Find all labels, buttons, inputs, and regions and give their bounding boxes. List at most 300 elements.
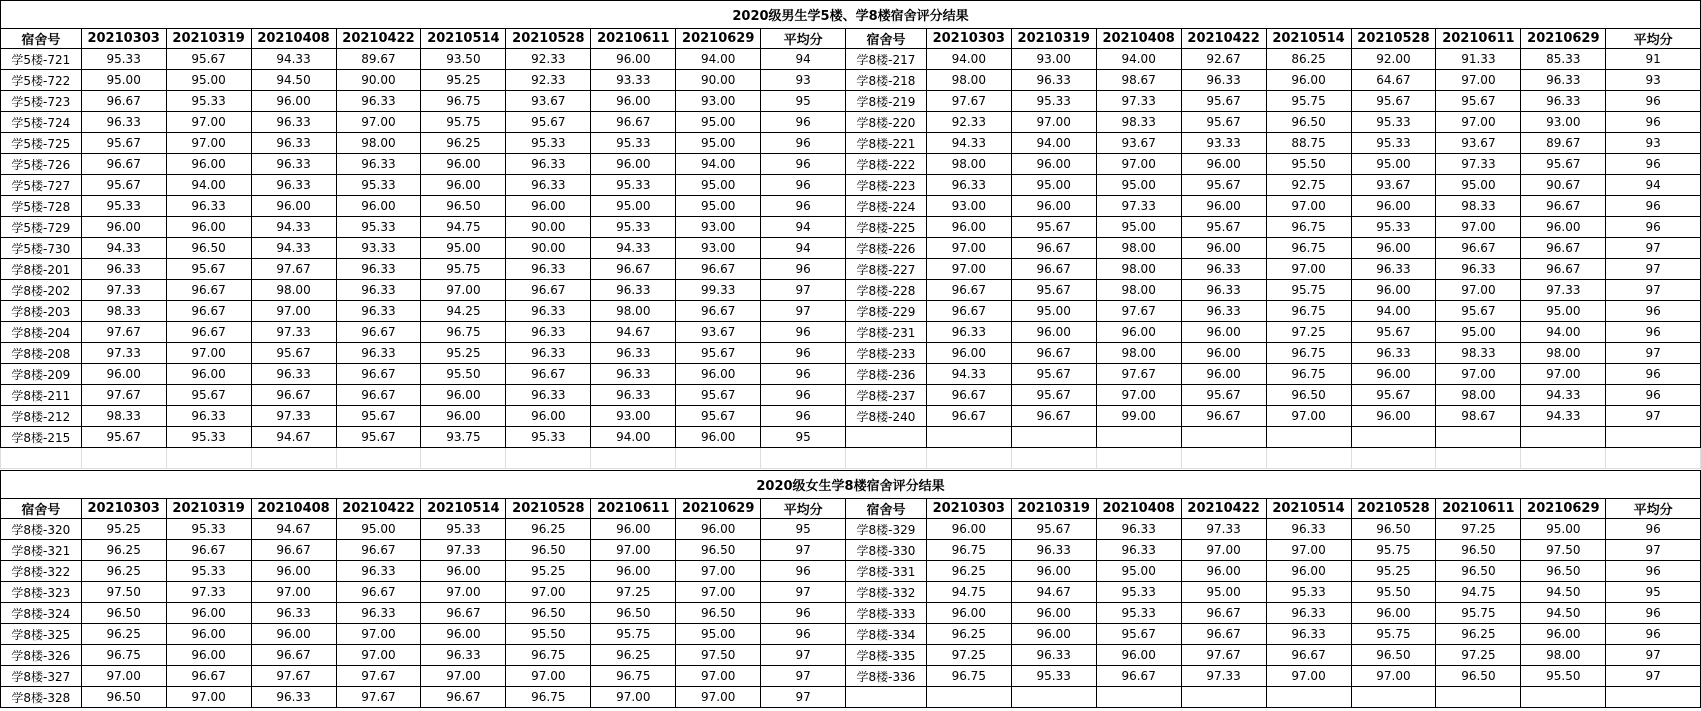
- score-cell[interactable]: 97.00: [336, 645, 421, 666]
- score-cell[interactable]: 97.25: [926, 645, 1011, 666]
- score-cell[interactable]: 95.67: [336, 427, 421, 448]
- score-cell[interactable]: 95.67: [506, 112, 591, 133]
- score-cell[interactable]: [1436, 687, 1521, 708]
- score-cell[interactable]: 96.67: [1011, 406, 1096, 427]
- score-cell[interactable]: 94.33: [251, 238, 336, 259]
- score-cell[interactable]: 97: [1606, 259, 1701, 280]
- score-cell[interactable]: 95.00: [166, 70, 251, 91]
- score-cell[interactable]: 96.50: [676, 540, 761, 561]
- empty-cell[interactable]: [676, 448, 761, 469]
- score-cell[interactable]: 95.00: [1351, 154, 1436, 175]
- score-cell[interactable]: 97: [1606, 645, 1701, 666]
- score-cell[interactable]: 95: [1606, 582, 1701, 603]
- score-cell[interactable]: 96: [1606, 91, 1701, 112]
- score-cell[interactable]: 96.00: [1351, 238, 1436, 259]
- score-cell[interactable]: 96: [1606, 154, 1701, 175]
- column-header[interactable]: 20210319: [1011, 499, 1096, 519]
- score-cell[interactable]: 95.50: [421, 364, 506, 385]
- column-header[interactable]: 20210629: [676, 499, 761, 519]
- score-cell[interactable]: 94.00: [1096, 49, 1181, 70]
- dorm-cell[interactable]: 学8楼-221: [846, 133, 927, 154]
- score-cell[interactable]: 96.67: [81, 91, 166, 112]
- score-cell[interactable]: 94.33: [1521, 385, 1606, 406]
- score-cell[interactable]: 94.33: [251, 217, 336, 238]
- score-cell[interactable]: 97.00: [1266, 259, 1351, 280]
- score-cell[interactable]: 96.67: [926, 406, 1011, 427]
- empty-cell[interactable]: [1351, 448, 1436, 469]
- score-cell[interactable]: 96.00: [251, 561, 336, 582]
- score-cell[interactable]: 94.00: [676, 154, 761, 175]
- score-cell[interactable]: 97.00: [506, 666, 591, 687]
- score-cell[interactable]: [1181, 687, 1266, 708]
- score-cell[interactable]: 97: [1606, 540, 1701, 561]
- score-cell[interactable]: 97.00: [421, 666, 506, 687]
- score-cell[interactable]: 95.00: [1521, 519, 1606, 540]
- score-cell[interactable]: 96.00: [1521, 624, 1606, 645]
- score-cell[interactable]: 97.67: [336, 687, 421, 708]
- score-cell[interactable]: 93: [1606, 133, 1701, 154]
- score-cell[interactable]: 97.33: [1096, 91, 1181, 112]
- score-cell[interactable]: 96.25: [81, 561, 166, 582]
- score-cell[interactable]: 96: [761, 385, 846, 406]
- score-cell[interactable]: 95.75: [1436, 603, 1521, 624]
- score-cell[interactable]: 96.50: [81, 603, 166, 624]
- score-cell[interactable]: 97.00: [166, 133, 251, 154]
- score-cell[interactable]: 94.50: [1521, 603, 1606, 624]
- score-cell[interactable]: 94.00: [1351, 301, 1436, 322]
- column-header[interactable]: 20210319: [166, 499, 251, 519]
- score-cell[interactable]: 96: [1606, 364, 1701, 385]
- score-cell[interactable]: 95.33: [1266, 582, 1351, 603]
- score-cell[interactable]: 95.50: [1521, 666, 1606, 687]
- score-cell[interactable]: 96.67: [166, 666, 251, 687]
- score-cell[interactable]: 97.00: [926, 238, 1011, 259]
- score-cell[interactable]: 95.67: [166, 49, 251, 70]
- dorm-cell[interactable]: 学8楼-336: [846, 666, 927, 687]
- score-cell[interactable]: 96: [761, 624, 846, 645]
- score-cell[interactable]: 96.50: [421, 196, 506, 217]
- score-cell[interactable]: 95.75: [1266, 280, 1351, 301]
- score-cell[interactable]: 97: [1606, 238, 1701, 259]
- score-cell[interactable]: 95.67: [166, 385, 251, 406]
- score-cell[interactable]: 95.00: [676, 112, 761, 133]
- score-cell[interactable]: 96.50: [1521, 561, 1606, 582]
- score-cell[interactable]: 95.67: [1011, 217, 1096, 238]
- score-cell[interactable]: 96.67: [926, 280, 1011, 301]
- score-cell[interactable]: 90.00: [336, 70, 421, 91]
- dorm-cell[interactable]: 学8楼-211: [1, 385, 82, 406]
- score-cell[interactable]: 96.67: [336, 364, 421, 385]
- column-header[interactable]: 20210514: [1266, 29, 1351, 49]
- score-cell[interactable]: 96.50: [1266, 385, 1351, 406]
- score-cell[interactable]: 95.25: [506, 561, 591, 582]
- score-cell[interactable]: 96.33: [506, 175, 591, 196]
- score-cell[interactable]: 94.25: [421, 301, 506, 322]
- score-cell[interactable]: 96.00: [676, 427, 761, 448]
- score-cell[interactable]: 96.67: [1181, 406, 1266, 427]
- score-cell[interactable]: 94.75: [926, 582, 1011, 603]
- column-header[interactable]: 20210629: [1521, 499, 1606, 519]
- column-header[interactable]: 宿舍号: [1, 29, 82, 49]
- score-cell[interactable]: 93.67: [506, 91, 591, 112]
- score-cell[interactable]: [1436, 427, 1521, 448]
- score-cell[interactable]: 96.67: [421, 603, 506, 624]
- score-cell[interactable]: 96.33: [81, 259, 166, 280]
- score-cell[interactable]: 96.50: [506, 603, 591, 624]
- score-cell[interactable]: 96.00: [166, 364, 251, 385]
- score-cell[interactable]: 97: [761, 301, 846, 322]
- score-cell[interactable]: 96: [1606, 112, 1701, 133]
- score-cell[interactable]: 95.67: [1181, 385, 1266, 406]
- score-cell[interactable]: 96: [761, 196, 846, 217]
- score-cell[interactable]: 95.67: [1351, 322, 1436, 343]
- score-cell[interactable]: 96.33: [336, 561, 421, 582]
- score-cell[interactable]: 97.00: [1266, 406, 1351, 427]
- score-cell[interactable]: 95.00: [676, 624, 761, 645]
- score-cell[interactable]: 97.00: [421, 280, 506, 301]
- dorm-cell[interactable]: 学5楼-725: [1, 133, 82, 154]
- score-cell[interactable]: 97.33: [81, 343, 166, 364]
- score-cell[interactable]: 97.33: [81, 280, 166, 301]
- score-cell[interactable]: 97.00: [1436, 280, 1521, 301]
- score-cell[interactable]: 97.00: [1096, 154, 1181, 175]
- score-cell[interactable]: 93.33: [591, 70, 676, 91]
- empty-cell[interactable]: [1436, 448, 1521, 469]
- column-header[interactable]: 20210319: [1011, 29, 1096, 49]
- score-cell[interactable]: 97: [1606, 343, 1701, 364]
- score-cell[interactable]: 97: [761, 687, 846, 708]
- score-cell[interactable]: 96.50: [1351, 519, 1436, 540]
- score-cell[interactable]: 85.33: [1521, 49, 1606, 70]
- score-cell[interactable]: 96.67: [1181, 624, 1266, 645]
- score-cell[interactable]: 95.00: [1181, 582, 1266, 603]
- score-cell[interactable]: 96.50: [166, 238, 251, 259]
- score-cell[interactable]: 96.33: [251, 687, 336, 708]
- score-cell[interactable]: 96.00: [1181, 561, 1266, 582]
- score-cell[interactable]: 96.00: [1351, 280, 1436, 301]
- score-cell[interactable]: 97.67: [81, 385, 166, 406]
- column-header[interactable]: 20210611: [591, 499, 676, 519]
- score-cell[interactable]: 96.33: [1351, 343, 1436, 364]
- score-cell[interactable]: 96.00: [1266, 70, 1351, 91]
- score-cell[interactable]: 89.67: [336, 49, 421, 70]
- score-cell[interactable]: 95.33: [1096, 603, 1181, 624]
- score-cell[interactable]: 94.67: [251, 519, 336, 540]
- score-cell[interactable]: 96.33: [1436, 259, 1521, 280]
- score-cell[interactable]: 97.67: [1096, 301, 1181, 322]
- score-cell[interactable]: 96: [1606, 217, 1701, 238]
- dorm-cell[interactable]: 学8楼-202: [1, 280, 82, 301]
- dorm-cell[interactable]: 学8楼-320: [1, 519, 82, 540]
- score-cell[interactable]: 96.33: [1266, 519, 1351, 540]
- score-cell[interactable]: 96.67: [591, 112, 676, 133]
- score-cell[interactable]: 96.50: [81, 687, 166, 708]
- score-cell[interactable]: 97: [1606, 406, 1701, 427]
- score-cell[interactable]: 96.75: [81, 645, 166, 666]
- score-cell[interactable]: 97: [761, 280, 846, 301]
- score-cell[interactable]: 96: [761, 406, 846, 427]
- score-cell[interactable]: 95.25: [421, 70, 506, 91]
- score-cell[interactable]: 96.33: [336, 301, 421, 322]
- score-cell[interactable]: 95.33: [81, 49, 166, 70]
- score-cell[interactable]: 96.67: [1266, 645, 1351, 666]
- score-cell[interactable]: 96.67: [506, 280, 591, 301]
- empty-cell[interactable]: [421, 448, 506, 469]
- score-cell[interactable]: 96.67: [251, 385, 336, 406]
- dorm-cell[interactable]: 学5楼-723: [1, 91, 82, 112]
- score-cell[interactable]: 97.00: [166, 112, 251, 133]
- empty-cell[interactable]: [1011, 448, 1096, 469]
- score-cell[interactable]: 96.33: [1096, 519, 1181, 540]
- dorm-cell[interactable]: 学8楼-219: [846, 91, 927, 112]
- dorm-cell[interactable]: 学5楼-721: [1, 49, 82, 70]
- score-cell[interactable]: [1181, 427, 1266, 448]
- score-cell[interactable]: 97.33: [1521, 280, 1606, 301]
- score-cell[interactable]: [1606, 427, 1701, 448]
- score-cell[interactable]: 90.00: [506, 238, 591, 259]
- score-cell[interactable]: 96.50: [1436, 540, 1521, 561]
- score-cell[interactable]: 96.67: [166, 280, 251, 301]
- score-cell[interactable]: 97.33: [1096, 196, 1181, 217]
- score-cell[interactable]: 95: [761, 427, 846, 448]
- score-cell[interactable]: 96.00: [676, 364, 761, 385]
- score-cell[interactable]: 98.33: [1436, 196, 1521, 217]
- score-cell[interactable]: 95.33: [1351, 217, 1436, 238]
- score-cell[interactable]: 96.33: [1521, 70, 1606, 91]
- score-cell[interactable]: 93.00: [676, 91, 761, 112]
- score-cell[interactable]: 95.33: [1011, 91, 1096, 112]
- dorm-cell[interactable]: 学8楼-217: [846, 49, 927, 70]
- score-cell[interactable]: 96.67: [1096, 666, 1181, 687]
- score-cell[interactable]: 96.00: [421, 175, 506, 196]
- score-cell[interactable]: 95.25: [1351, 561, 1436, 582]
- dorm-cell[interactable]: 学8楼-322: [1, 561, 82, 582]
- score-cell[interactable]: 97.67: [926, 91, 1011, 112]
- score-cell[interactable]: 97.00: [676, 582, 761, 603]
- score-cell[interactable]: 96: [761, 322, 846, 343]
- score-cell[interactable]: 96.50: [676, 603, 761, 624]
- score-cell[interactable]: 96.67: [1521, 196, 1606, 217]
- score-cell[interactable]: 96.33: [1181, 301, 1266, 322]
- score-cell[interactable]: 95.00: [1096, 217, 1181, 238]
- dorm-cell[interactable]: 学8楼-332: [846, 582, 927, 603]
- score-cell[interactable]: 95.33: [1351, 133, 1436, 154]
- score-cell[interactable]: 96.67: [166, 540, 251, 561]
- score-cell[interactable]: 97.00: [1096, 385, 1181, 406]
- score-cell[interactable]: 96: [761, 175, 846, 196]
- score-cell[interactable]: 95.33: [336, 175, 421, 196]
- score-cell[interactable]: 96.67: [1181, 603, 1266, 624]
- score-cell[interactable]: 95.25: [81, 519, 166, 540]
- score-cell[interactable]: 94.00: [1521, 322, 1606, 343]
- empty-cell[interactable]: [1521, 448, 1606, 469]
- score-cell[interactable]: 94: [761, 217, 846, 238]
- score-cell[interactable]: 96: [761, 364, 846, 385]
- score-cell[interactable]: 98.67: [1436, 406, 1521, 427]
- score-cell[interactable]: 96.33: [506, 343, 591, 364]
- score-cell[interactable]: 95.67: [1011, 385, 1096, 406]
- column-header[interactable]: 20210528: [506, 29, 591, 49]
- score-cell[interactable]: 96.00: [166, 154, 251, 175]
- score-cell[interactable]: 95.00: [1096, 175, 1181, 196]
- score-cell[interactable]: 96.25: [81, 540, 166, 561]
- score-cell[interactable]: 95.33: [591, 175, 676, 196]
- score-cell[interactable]: 96.00: [926, 343, 1011, 364]
- score-cell[interactable]: 96.75: [421, 91, 506, 112]
- dorm-cell[interactable]: 学8楼-331: [846, 561, 927, 582]
- column-header[interactable]: 20210422: [1181, 499, 1266, 519]
- dorm-cell[interactable]: 学8楼-224: [846, 196, 927, 217]
- score-cell[interactable]: 96.00: [1351, 196, 1436, 217]
- score-cell[interactable]: 96.00: [421, 561, 506, 582]
- score-cell[interactable]: 95.33: [1351, 112, 1436, 133]
- empty-cell[interactable]: [1, 448, 82, 469]
- dorm-cell[interactable]: 学5楼-729: [1, 217, 82, 238]
- score-cell[interactable]: 97.00: [676, 561, 761, 582]
- score-cell[interactable]: 96.00: [1351, 406, 1436, 427]
- score-cell[interactable]: 97.00: [251, 301, 336, 322]
- dorm-cell[interactable]: 学8楼-212: [1, 406, 82, 427]
- score-cell[interactable]: 95: [761, 519, 846, 540]
- score-cell[interactable]: 96.33: [166, 196, 251, 217]
- score-cell[interactable]: 97.50: [676, 645, 761, 666]
- score-cell[interactable]: 95.75: [1351, 540, 1436, 561]
- score-cell[interactable]: 96.25: [926, 561, 1011, 582]
- column-header[interactable]: 20210422: [336, 29, 421, 49]
- dorm-cell[interactable]: 学8楼-222: [846, 154, 927, 175]
- score-cell[interactable]: 98.33: [81, 301, 166, 322]
- column-header[interactable]: 20210408: [251, 29, 336, 49]
- score-cell[interactable]: 97.00: [926, 259, 1011, 280]
- empty-cell[interactable]: [846, 448, 927, 469]
- score-cell[interactable]: 96.33: [506, 322, 591, 343]
- score-cell[interactable]: 96.00: [81, 217, 166, 238]
- score-cell[interactable]: 97.00: [676, 687, 761, 708]
- score-cell[interactable]: 96.33: [251, 603, 336, 624]
- score-cell[interactable]: 96.33: [1181, 280, 1266, 301]
- score-cell[interactable]: 97.67: [251, 666, 336, 687]
- score-cell[interactable]: 97.00: [1436, 70, 1521, 91]
- score-cell[interactable]: 97.00: [421, 582, 506, 603]
- dorm-cell[interactable]: 学8楼-201: [1, 259, 82, 280]
- score-cell[interactable]: 95.33: [81, 196, 166, 217]
- score-cell[interactable]: 94: [1606, 175, 1701, 196]
- score-cell[interactable]: 97.00: [1266, 540, 1351, 561]
- score-cell[interactable]: 96.00: [1351, 364, 1436, 385]
- score-cell[interactable]: 96.67: [336, 540, 421, 561]
- score-cell[interactable]: 96.33: [591, 343, 676, 364]
- score-cell[interactable]: 95.67: [1011, 280, 1096, 301]
- score-cell[interactable]: 95.67: [1011, 519, 1096, 540]
- score-cell[interactable]: 95.67: [676, 406, 761, 427]
- dorm-cell[interactable]: 学8楼-215: [1, 427, 82, 448]
- score-cell[interactable]: 97.33: [251, 322, 336, 343]
- score-cell[interactable]: [1096, 427, 1181, 448]
- dorm-cell[interactable]: 学8楼-223: [846, 175, 927, 196]
- score-cell[interactable]: 97.00: [1351, 666, 1436, 687]
- empty-cell[interactable]: [1096, 448, 1181, 469]
- score-cell[interactable]: 98.00: [1096, 343, 1181, 364]
- empty-cell[interactable]: [166, 448, 251, 469]
- score-cell[interactable]: 92.33: [506, 49, 591, 70]
- score-cell[interactable]: 96.33: [336, 343, 421, 364]
- empty-cell[interactable]: [1606, 448, 1701, 469]
- score-cell[interactable]: 95.67: [336, 406, 421, 427]
- score-cell[interactable]: 95.00: [676, 133, 761, 154]
- score-cell[interactable]: 95.33: [506, 427, 591, 448]
- score-cell[interactable]: 97.00: [1181, 540, 1266, 561]
- score-cell[interactable]: 98.00: [1521, 645, 1606, 666]
- score-cell[interactable]: 98.00: [1521, 343, 1606, 364]
- score-cell[interactable]: 95.67: [166, 259, 251, 280]
- score-cell[interactable]: 92.75: [1266, 175, 1351, 196]
- score-cell[interactable]: 93.75: [421, 427, 506, 448]
- column-header[interactable]: 平均分: [1606, 499, 1701, 519]
- score-cell[interactable]: 96.33: [926, 322, 1011, 343]
- score-cell[interactable]: [1011, 687, 1096, 708]
- score-cell[interactable]: 94.00: [1011, 133, 1096, 154]
- score-cell[interactable]: 98.00: [926, 154, 1011, 175]
- column-header[interactable]: 20210422: [1181, 29, 1266, 49]
- score-cell[interactable]: 95.33: [591, 133, 676, 154]
- score-cell[interactable]: 96.33: [336, 603, 421, 624]
- score-cell[interactable]: 97.33: [1436, 154, 1521, 175]
- dorm-cell[interactable]: 学8楼-237: [846, 385, 927, 406]
- score-cell[interactable]: 96.33: [251, 133, 336, 154]
- score-cell[interactable]: 96.33: [251, 154, 336, 175]
- score-cell[interactable]: 86.25: [1266, 49, 1351, 70]
- score-cell[interactable]: 98.33: [81, 406, 166, 427]
- score-cell[interactable]: 94.00: [926, 49, 1011, 70]
- score-cell[interactable]: 94.50: [251, 70, 336, 91]
- score-cell[interactable]: 94: [761, 49, 846, 70]
- empty-cell[interactable]: [926, 448, 1011, 469]
- score-cell[interactable]: 96.33: [1266, 624, 1351, 645]
- dorm-cell[interactable]: 学8楼-227: [846, 259, 927, 280]
- score-cell[interactable]: 95.67: [1436, 91, 1521, 112]
- score-cell[interactable]: 98.00: [1436, 385, 1521, 406]
- score-cell[interactable]: 95.67: [1181, 91, 1266, 112]
- score-cell[interactable]: 97.00: [1436, 112, 1521, 133]
- score-cell[interactable]: 95.67: [1011, 364, 1096, 385]
- score-cell[interactable]: 97.00: [676, 666, 761, 687]
- dorm-cell[interactable]: 学8楼-228: [846, 280, 927, 301]
- score-cell[interactable]: 94.75: [1436, 582, 1521, 603]
- score-cell[interactable]: 97.00: [591, 687, 676, 708]
- score-cell[interactable]: 94.33: [251, 49, 336, 70]
- score-cell[interactable]: 95.67: [81, 427, 166, 448]
- score-cell[interactable]: 96.67: [506, 364, 591, 385]
- column-header[interactable]: 宿舍号: [1, 499, 82, 519]
- score-cell[interactable]: 96.00: [251, 91, 336, 112]
- score-cell[interactable]: 96.00: [1011, 196, 1096, 217]
- dorm-cell[interactable]: 学5楼-726: [1, 154, 82, 175]
- score-cell[interactable]: 96.00: [421, 385, 506, 406]
- score-cell[interactable]: [926, 687, 1011, 708]
- empty-cell[interactable]: [81, 448, 166, 469]
- score-cell[interactable]: 95.00: [1096, 561, 1181, 582]
- score-cell[interactable]: 95.67: [251, 343, 336, 364]
- empty-cell[interactable]: [761, 448, 846, 469]
- score-cell[interactable]: 94.75: [421, 217, 506, 238]
- score-cell[interactable]: 97.50: [81, 582, 166, 603]
- score-cell[interactable]: 97.25: [1436, 519, 1521, 540]
- score-cell[interactable]: 96.25: [1436, 624, 1521, 645]
- score-cell[interactable]: 96: [1606, 301, 1701, 322]
- column-header[interactable]: 20210408: [1096, 29, 1181, 49]
- column-header[interactable]: 20210611: [1436, 499, 1521, 519]
- score-cell[interactable]: 94.33: [591, 238, 676, 259]
